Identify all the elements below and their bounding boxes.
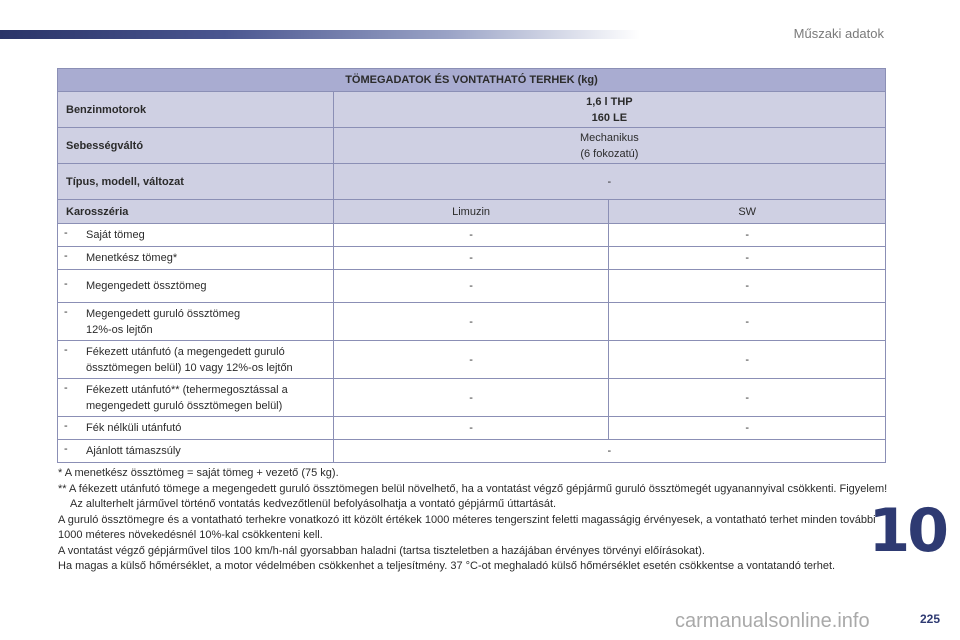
row-label: Sebességváltó bbox=[58, 128, 334, 164]
footnote-1: * A menetkész össztömeg = saját tömeg + vezető (75 kg). bbox=[58, 467, 339, 479]
row-value: - bbox=[333, 164, 885, 200]
row-label: Megengedett guruló össztömeg bbox=[86, 307, 241, 320]
table-row bbox=[58, 440, 886, 463]
row-dash: - bbox=[64, 278, 68, 290]
table-title: TÖMEGADATOK ÉS VONTATHATÓ TERHEK (kg) bbox=[58, 69, 886, 92]
row-label: Fékezett utánfutó** (tehermegosztással a bbox=[86, 383, 288, 396]
row-label: Ajánlott támaszsúly bbox=[86, 445, 181, 457]
cell-sw: - bbox=[609, 247, 886, 270]
row-dash: - bbox=[64, 420, 68, 432]
gearbox-gears: (6 fokozatú) bbox=[580, 147, 639, 160]
engine-power: 160 LE bbox=[591, 111, 628, 124]
watermark: carmanualsonline.info bbox=[675, 610, 870, 632]
row-label-cont: 12%-os lejtőn bbox=[86, 323, 153, 336]
column-header-sw: SW bbox=[609, 200, 886, 224]
body-header-row bbox=[58, 200, 886, 224]
table-row bbox=[58, 224, 886, 247]
row-label: Fék nélküli utánfutó bbox=[86, 422, 182, 434]
table-title-row bbox=[58, 69, 886, 92]
row-label: Megengedett össztömeg bbox=[86, 280, 207, 292]
row-label-cont: össztömegen belül) 10 vagy 12%-os lejtőn bbox=[86, 361, 293, 374]
row-label: Karosszéria bbox=[58, 200, 334, 224]
cell-limuzin: - bbox=[333, 417, 609, 440]
cell-limuzin: - bbox=[333, 379, 609, 417]
table-row bbox=[58, 303, 886, 341]
gearbox-type: Mechanikus bbox=[580, 131, 639, 144]
engine-value bbox=[333, 92, 885, 128]
cell-sw: - bbox=[609, 303, 886, 341]
cell-limuzin: - bbox=[333, 270, 609, 303]
row-label: Fékezett utánfutó (a megengedett guruló bbox=[86, 345, 285, 358]
cell-sw: - bbox=[609, 270, 886, 303]
table-row bbox=[58, 247, 886, 270]
note-paragraph: A vontatást végző gépjárművel tilos 100 km/h-nál gyorsabban haladni (tartsa tiszteletben a hazájában érvényes törvényi előírásokat). bbox=[58, 544, 705, 557]
cell-limuzin: - bbox=[333, 341, 609, 379]
row-label: Benzinmotorok bbox=[58, 92, 334, 128]
table-row bbox=[58, 128, 886, 164]
row-label: Saját tömeg bbox=[86, 229, 145, 241]
header-gradient-bar bbox=[0, 30, 640, 39]
row-dash: - bbox=[64, 381, 68, 394]
row-label: Menetkész tömeg* bbox=[86, 252, 178, 264]
note-paragraph: Ha magas a külső hőmérséklet, a motor védelmében csökkenhet a teljesítmény. 37 °C-ot meghaladó külső hőmérséklet esetén csökkentse a vontatandó terhet. bbox=[58, 560, 836, 572]
table-row bbox=[58, 417, 886, 440]
engine-name: 1,6 l THP bbox=[586, 95, 633, 108]
row-dash: - bbox=[64, 443, 68, 455]
cell-limuzin: - bbox=[333, 247, 609, 270]
cell-sw: - bbox=[609, 379, 886, 417]
footnote-2: ** A fékezett utánfutó tömege a megengedett guruló össztömegen belül növelhető, ha a vontatást végző gépjármű guruló össztömegét ugyanannyival csökkenti. Figyelem! Az alulterhelt járművel történő vontatás kedvezőtlenül befolyásolhatja a vontató gépjármű úttartását. bbox=[58, 482, 888, 510]
notes bbox=[58, 466, 898, 575]
row-dash: - bbox=[64, 227, 68, 239]
row-dash: - bbox=[64, 250, 68, 262]
weights-table bbox=[57, 68, 886, 463]
cell-limuzin: - bbox=[333, 303, 609, 341]
row-dash: - bbox=[64, 305, 68, 318]
chapter-number: 10 bbox=[868, 496, 946, 566]
row-dash: - bbox=[64, 343, 68, 356]
cell-sw: - bbox=[609, 417, 886, 440]
note-paragraph: A guruló össztömegre és a vontatható terhekre vonatkozó itt közölt értékek 1000 méteres tengerszint feletti magasságig érvényesek, a vontatható terhet minden további 1000 méteres növekedésnél 10%-kal csökkenteni kell. bbox=[58, 513, 876, 541]
cell-sw: - bbox=[609, 341, 886, 379]
page-number: 225 bbox=[919, 612, 940, 626]
cell-sw: - bbox=[609, 224, 886, 247]
gearbox-value bbox=[333, 128, 885, 164]
row-label-cont: megengedett guruló össztömegen belül) bbox=[86, 399, 283, 412]
row-label: Típus, modell, változat bbox=[58, 164, 334, 200]
cell-merged: - bbox=[333, 440, 885, 463]
table-row bbox=[58, 164, 886, 200]
table-row bbox=[58, 92, 886, 128]
section-title: Műszaki adatok bbox=[793, 26, 884, 41]
table-row bbox=[58, 379, 886, 417]
cell-limuzin: - bbox=[333, 224, 609, 247]
table-row bbox=[58, 341, 886, 379]
table-row bbox=[58, 270, 886, 303]
column-header-limuzin: Limuzin bbox=[333, 200, 609, 224]
